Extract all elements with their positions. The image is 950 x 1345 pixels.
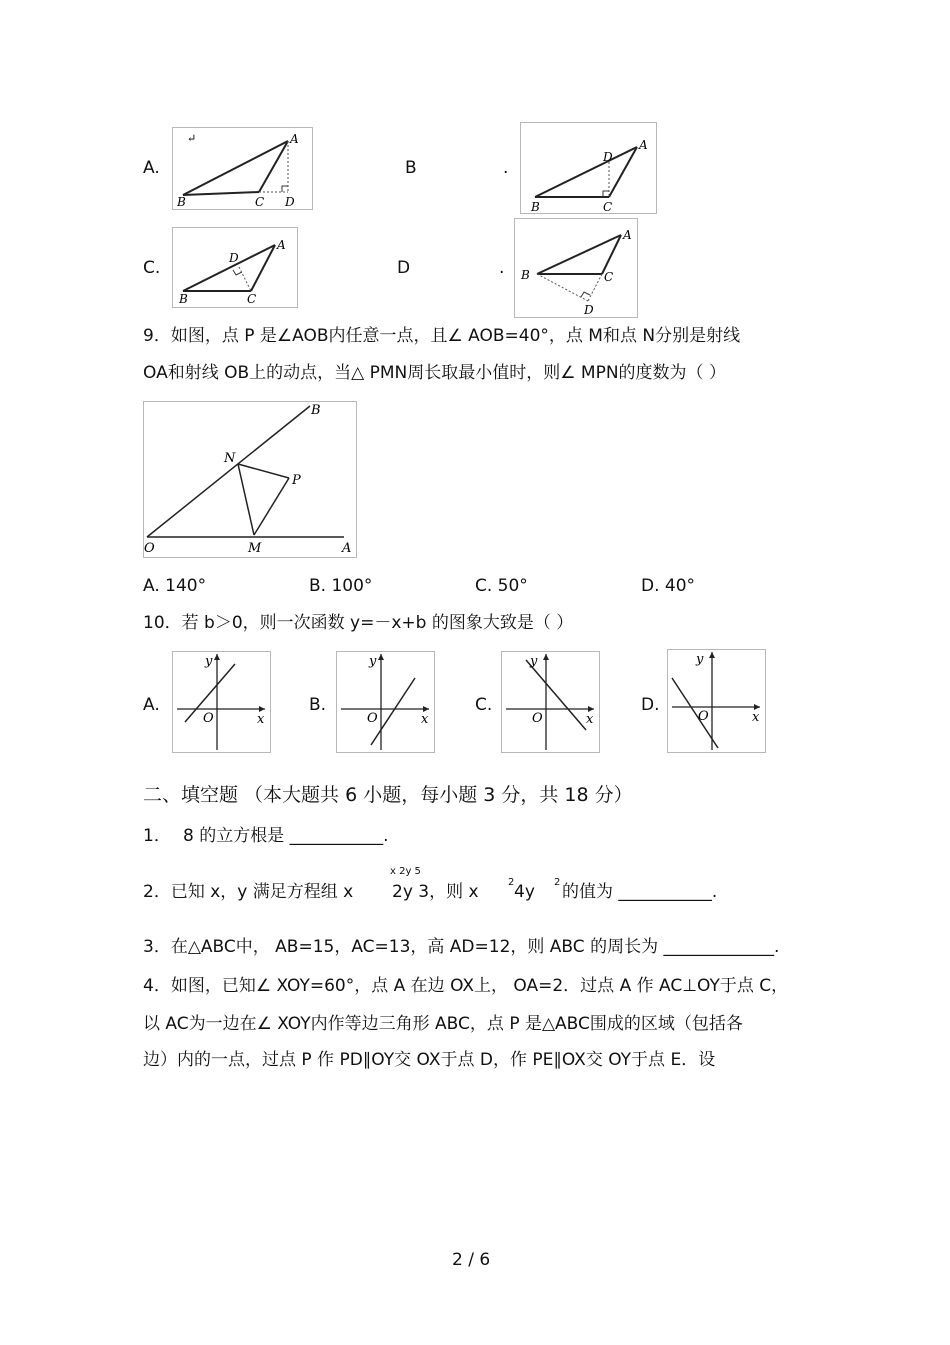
svg-text:y: y (696, 652, 704, 667)
svg-text:C: C (603, 200, 613, 213)
q10-stem: 10．若 b＞0，则一次函数 y=－x+b 的图象大致是（ ） (143, 613, 574, 633)
svg-text:B: B (179, 292, 188, 306)
section-2-title: 二、填空题 （本大题共 6 小题，每小题 3 分，共 18 分） (143, 784, 633, 806)
q10-graph-b (336, 651, 435, 753)
svg-text:B: B (177, 195, 186, 209)
q9-option-b: B. 100° (309, 576, 373, 596)
q10-graph-d (667, 649, 766, 753)
svg-text:y: y (369, 654, 377, 669)
q9-stem-line2: OA和射线 OB上的动点，当△ PMN周长取最小值时，则∠ MPN的度数为（ ） (143, 363, 726, 383)
svg-text:x: x (257, 712, 265, 727)
svg-text:O: O (367, 711, 378, 726)
q10-option-b-label: B. (309, 695, 327, 715)
svg-text:B: B (311, 403, 321, 418)
svg-text:y: y (530, 654, 538, 669)
svg-text:A: A (639, 138, 648, 152)
q9-option-c: C. 50° (475, 576, 528, 596)
svg-text:x: x (421, 712, 429, 727)
fill-q4-line2: 以 AC为一边在∠ XOY内作等边三角形 ABC，点 P 是△ABC围成的区域（包括各 (143, 1014, 743, 1034)
q8-figure-b (520, 122, 657, 214)
fill-q2-middle: 2y 3，则 x (392, 882, 479, 902)
svg-text:A: A (290, 132, 299, 146)
q10-graph-c (501, 651, 600, 753)
svg-text:y: y (205, 654, 213, 669)
svg-text:D: D (603, 150, 613, 164)
svg-text:A: A (623, 228, 632, 242)
svg-text:B: B (521, 268, 530, 282)
svg-text:C: C (255, 195, 265, 209)
svg-text:B: B (531, 200, 540, 213)
q8-option-b-dot: . (503, 158, 509, 178)
fill-q4-line3: 边）内的一点，过点 P 作 PD∥OY交 OX于点 D，作 PE∥OX交 OY于点 E．设 (143, 1050, 716, 1070)
fill-q2-exponent-1: 2 (508, 877, 515, 888)
figure-mark: ↵ (187, 132, 197, 145)
q8-option-d-label: D (397, 258, 411, 278)
svg-text:A: A (342, 541, 352, 556)
fill-q2-exponent-2: 2 (554, 877, 561, 888)
q9-option-d: D. 40° (641, 576, 696, 596)
svg-text:O: O (203, 711, 214, 726)
q9-option-a: A. 140° (143, 576, 207, 596)
fill-q2-tail-2: 的值为 ___________. (562, 882, 718, 902)
svg-text:N: N (224, 451, 236, 466)
q8-figure-c (172, 227, 298, 308)
svg-text:A: A (277, 238, 286, 252)
q10-graph-a (172, 651, 271, 753)
svg-text:x: x (586, 712, 594, 727)
fill-q4-line1: 4．如图，已知∠ XOY=60°，点 A 在边 OX上， OA=2．过点 A 作 AC⊥OY于点 C， (143, 976, 789, 996)
svg-text:O: O (698, 709, 709, 724)
q8-option-c-label: C. (143, 258, 161, 278)
svg-text:O: O (144, 541, 155, 556)
q8-option-b-label: B (405, 158, 417, 178)
q8-option-a-label: A. (143, 158, 160, 178)
q9-stem-line1: 9．如图，点 P 是∠AOB内任意一点，且∠ AOB=40°，点 M和点 N分别是射线 (143, 326, 741, 346)
svg-text:D: D (229, 251, 239, 265)
q10-option-c-label: C. (475, 695, 493, 715)
svg-text:C: C (604, 270, 614, 284)
page-number: 2 / 6 (452, 1250, 491, 1270)
svg-text:C: C (247, 292, 257, 306)
svg-text:D: D (584, 303, 594, 317)
svg-text:M: M (248, 541, 262, 556)
svg-text:x: x (752, 710, 760, 725)
fill-q1-text: 8 的立方根是 ___________. (183, 826, 389, 846)
svg-text:P: P (292, 473, 301, 488)
q9-figure (143, 401, 357, 558)
q8-figure-d (514, 218, 638, 318)
fill-q2-equation-top: x 2y 5 (390, 866, 421, 877)
fill-q2-tail-1: 4y (514, 882, 535, 902)
q8-option-d-dot: . (499, 258, 505, 278)
q8-figure-a (172, 127, 313, 210)
fill-q1-number: 1． (143, 826, 171, 846)
fill-q3: 3．在△ABC中， AB=15，AC=13，高 AD=12，则 ABC 的周长为 _____________. (143, 937, 780, 957)
q10-option-a-label: A. (143, 695, 160, 715)
q10-option-d-label: D. (641, 695, 660, 715)
svg-text:D: D (285, 195, 295, 209)
svg-text:O: O (532, 711, 543, 726)
fill-q2-head: 2．已知 x，y 满足方程组 x (143, 882, 354, 902)
